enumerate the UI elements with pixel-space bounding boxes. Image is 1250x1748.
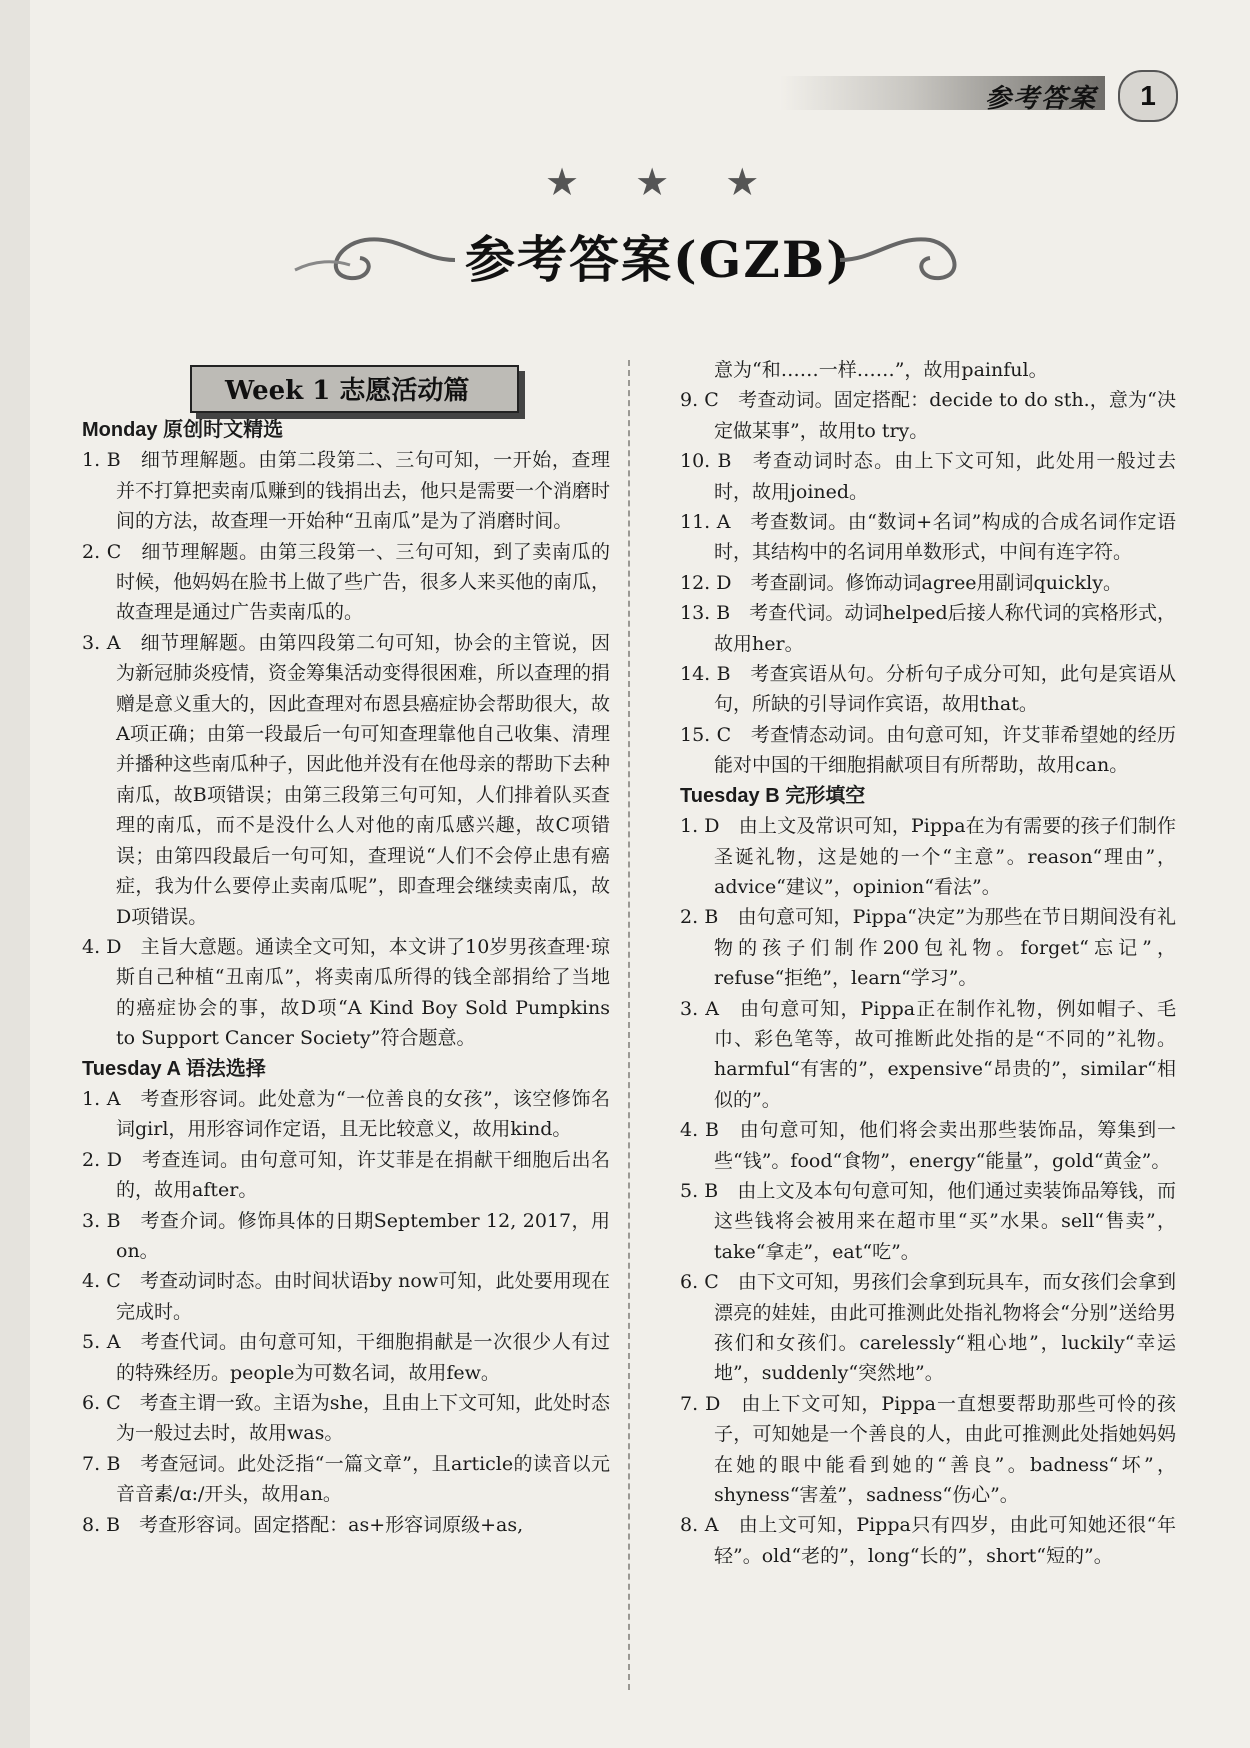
answer-item: 3. A 由句意可知，Pippa正在制作礼物，例如帽子、毛巾、彩色笔等，故可推断此处指的是“不同的”礼物。harmful“有害的”，expensive“昂贵的”，similar“相似的”。 <box>680 997 1176 1111</box>
answer-item: 6. C 由下文可知，男孩们会拿到玩具车，而女孩们会拿到漂亮的娃娃，由此可推测此处指礼物将会“分别”送给男孩们和女孩们。carelessly“粗心地”，luckily“幸运地”，suddenly“突然地”。 <box>680 1271 1176 1385</box>
answer-item: 15. C 考查情态动词。由句意可知，许艾菲希望她的经历能对中国的干细胞捐献项目有所帮助，故用can。 <box>680 723 1176 777</box>
answer-item: 4. C 考查动词时态。由时间状语by now可知，此处要用现在完成时。 <box>82 1270 610 1323</box>
answer-item: 3. A 细节理解题。由第四段第二句可知，协会的主管说，因为新冠肺炎疫情，资金筹集活动变得很困难，所以查理的捐赠是意义重大的，因此查理对布恩县癌症协会帮助很大，故A项正确；由第一段最后一句可知查理靠他自己收集、清理并播种这些南瓜种子，因此他并没有在他母亲的帮助下去种南瓜，故B项错误；由第三段第三句可知，人们排着队买查理的南瓜，而不是没什么人对他的南瓜感兴趣，故C项错误；由第四段最后一句可知，查理说“人们不会停止患有癌症，我为什么要停止卖南瓜呢”，即查理会继续卖南瓜，故D项错误。 <box>82 631 611 928</box>
answer-item: 7. D 由上下文可知，Pippa一直想要帮助那些可怜的孩子，可知她是一个善良的人，由此可推测此处指她妈妈在她的眼中能看到她的“善良”。badness“坏”，shyness“害羞”，sadness“伤心”。 <box>680 1392 1176 1507</box>
star-decoration-icon: ★ ★ ★ <box>545 160 782 204</box>
right-column <box>680 355 1176 1571</box>
answer-item: 10. B 考查动词时态。由上下文可知，此处用一般过去时，故用joined。 <box>680 450 1176 503</box>
swirl-left-icon <box>290 230 460 290</box>
swirl-right-icon <box>835 230 970 290</box>
answer-item: 13. B 考查代词。动词helped后接人称代词的宾格形式，故用her。 <box>680 602 1176 655</box>
answer-item: 1. B 细节理解题。由第二段第二、三句可知，一开始，查理并不打算把卖南瓜赚到的钱捐出去，他只是需要一个消磨时间的方法，故查理一开始种“丑南瓜”是为了消磨时间。 <box>82 449 611 533</box>
answer-item: 8. B 考查形容词。固定搭配：as+形容词原级+as, <box>82 1513 524 1536</box>
answer-item: 11. A 考查数词。由“数词+名词”构成的合成名词作定语时，其结构中的名词用单数形式，中间有连字符。 <box>680 511 1176 564</box>
answer-item: 2. B 由句意可知，Pippa“决定”为那些在节日期间没有礼物的孩子们制作200包礼物。forget“忘记”，refuse“拒绝”，learn“学习”。 <box>680 906 1176 990</box>
section-heading: Monday 原创时文精选 <box>82 419 284 441</box>
title-banner <box>290 210 970 310</box>
answer-item: 5. A 考查代词。由句意可知，干细胞捐献是一次很少人有过的特殊经历。people为可数名词，故用few。 <box>82 1331 610 1384</box>
section-heading: Tuesday A 语法选择 <box>82 1057 266 1080</box>
header-label: 参考答案 <box>985 84 1098 114</box>
answer-item: 4. B 由句意可知，他们将会卖出那些装饰品，筹集到一些“钱”。food“食物”，energy“能量”，gold“黄金”。 <box>680 1119 1176 1172</box>
answer-item: 2. C 细节理解题。由第三段第一、三句可知，到了卖南瓜的时候，他妈妈在脸书上做了些广告，很多人来买他的南瓜，故查理是通过广告卖南瓜的。 <box>82 540 611 624</box>
week-title: Week 1 志愿活动篇 <box>225 376 470 406</box>
left-column <box>82 415 610 1540</box>
answer-item: 6. C 考查主谓一致。主语为she，且由上下文可知，此处时态为一般过去时，故用was。 <box>82 1392 610 1445</box>
answer-item: 7. B 考查冠词。此处泛指“一篇文章”，且article的读音以元音音素/ɑ:/开头，故用an。 <box>82 1452 610 1506</box>
answer-item: 8. A 由上文可知，Pippa只有四岁，由此可知她还很“年轻”。old“老的”，long“长的”，short“短的”。 <box>680 1514 1176 1567</box>
section-heading: Tuesday B 完形填空 <box>680 784 866 807</box>
answer-item: 2. D 考查连词。由句意可知，许艾菲是在捐献干细胞后出名的，故用after。 <box>82 1148 610 1202</box>
answer-item: 1. D 由上文及常识可知，Pippa在为有需要的孩子们制作圣诞礼物，这是她的一个“主意”。reason“理由”，advice“建议”，opinion“看法”。 <box>680 815 1176 898</box>
column-divider <box>628 360 630 1690</box>
answer-item: 4. D 主旨大意题。通读全文可知，本文讲了10岁男孩查理·琼斯自己种植“丑南瓜”，将卖南瓜所得的钱全部捐给了当地的癌症协会的事，故D项“A Kind Boy Sold Pumpkins to Support Cancer Society”符合题意。 <box>82 935 610 1050</box>
answer-item: 14. B 考查宾语从句。分析句子成分可知，此句是宾语从句，所缺的引导词作宾语，故用that。 <box>680 663 1176 716</box>
answer-item: 3. B 考查介词。修饰具体的日期September 12, 2017，用on。 <box>82 1209 610 1262</box>
answer-item: 12. D 考查副词。修饰动词agree用副词quickly。 <box>680 571 1122 594</box>
answer-item: 1. A 考查形容词。此处意为“一位善良的女孩”，该空修饰名词girl，用形容词作定语，且无比较意义，故用kind。 <box>82 1087 610 1141</box>
page-title: 参考答案(GZB) <box>465 230 852 289</box>
page-number: 1 <box>1118 70 1178 122</box>
answer-item: 5. B 由上文及本句句意可知，他们通过卖装饰品筹钱，而这些钱将会被用来在超市里“买”水果。sell“售卖”，take“拿走”，eat“吃”。 <box>680 1179 1176 1263</box>
page-gutter-shadow <box>0 0 30 1748</box>
answer-item: 9. C 考查动词。固定搭配：decide to do sth.，意为“决定做某事”，故用to try。 <box>680 389 1176 442</box>
answer-item: 意为“和……一样……”，故用painful。 <box>714 359 1048 381</box>
